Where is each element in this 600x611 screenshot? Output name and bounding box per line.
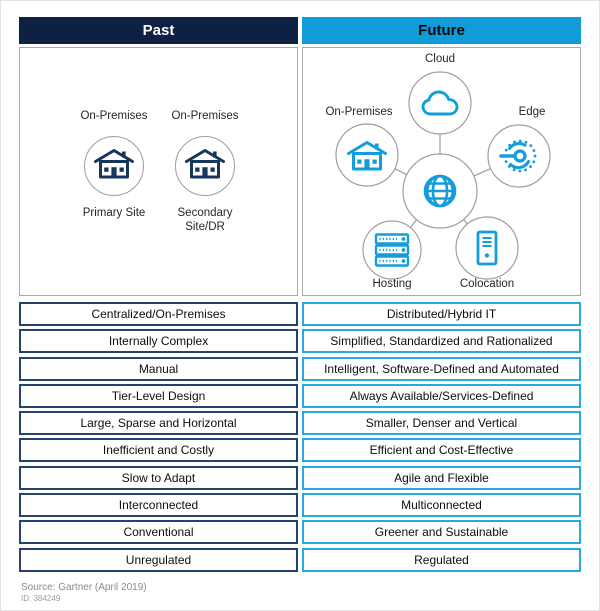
on-premises-building-icon — [93, 148, 135, 185]
figure-footer — [21, 582, 147, 603]
cloud-node-circle — [409, 72, 471, 134]
primary-site-circle — [84, 136, 144, 196]
table-row — [19, 384, 581, 408]
figure-id: ID: 384249 — [21, 594, 61, 603]
past-cell: Centralized/On-Premises — [19, 302, 298, 326]
source-note: Source: Gartner (April 2019) — [21, 582, 147, 593]
table-row — [19, 357, 581, 381]
on-premises-building-icon — [184, 148, 226, 185]
colocation-node-label: Colocation — [459, 278, 515, 290]
table-row — [19, 329, 581, 353]
table-row — [19, 493, 581, 517]
future-cell: Efficient and Cost-Effective — [302, 438, 581, 462]
colocation-node-circle — [456, 217, 518, 279]
future-cell: Smaller, Denser and Vertical — [302, 411, 581, 435]
onprem-node-label: On-Premises — [325, 106, 393, 118]
primary-site-label: Primary Site — [82, 207, 146, 219]
future-cell: Intelligent, Software-Defined and Automated — [302, 357, 581, 381]
table-row — [19, 411, 581, 435]
past-cell: Conventional — [19, 520, 298, 544]
cloud-node-label: Cloud — [424, 53, 456, 65]
secondary-site-group — [150, 110, 260, 235]
table-row — [19, 466, 581, 490]
past-cell: Interconnected — [19, 493, 298, 517]
future-column-header: Future — [302, 17, 581, 44]
site-type-label: On-Premises — [80, 110, 148, 122]
past-column-header: Past — [19, 17, 298, 44]
past-cell: Large, Sparse and Horizontal — [19, 411, 298, 435]
past-icon-panel — [19, 47, 298, 296]
future-cell: Always Available/Services-Defined — [302, 384, 581, 408]
comparison-table — [19, 302, 581, 575]
future-cell: Regulated — [302, 548, 581, 572]
future-cell: Distributed/Hybrid IT — [302, 302, 581, 326]
future-icon-panel — [302, 47, 581, 296]
past-cell: Unregulated — [19, 548, 298, 572]
secondary-site-circle — [175, 136, 235, 196]
table-row — [19, 438, 581, 462]
past-cell: Slow to Adapt — [19, 466, 298, 490]
past-cell: Internally Complex — [19, 329, 298, 353]
hosting-node-label: Hosting — [372, 278, 412, 290]
future-cell: Simplified, Standardized and Rationalized — [302, 329, 581, 353]
hub-spoke-diagram — [303, 48, 580, 295]
secondary-site-label: Secondary Site/DR — [177, 207, 233, 234]
table-row — [19, 548, 581, 572]
site-type-label: On-Premises — [171, 110, 239, 122]
past-cell: Inefficient and Costly — [19, 438, 298, 462]
past-cell: Manual — [19, 357, 298, 381]
future-cell: Multiconnected — [302, 493, 581, 517]
edge-node-circle — [488, 125, 550, 187]
future-cell: Greener and Sustainable — [302, 520, 581, 544]
hosting-node-circle — [363, 221, 421, 279]
edge-node-label: Edge — [518, 106, 546, 118]
table-row — [19, 520, 581, 544]
table-row — [19, 302, 581, 326]
future-cell: Agile and Flexible — [302, 466, 581, 490]
past-cell: Tier-Level Design — [19, 384, 298, 408]
